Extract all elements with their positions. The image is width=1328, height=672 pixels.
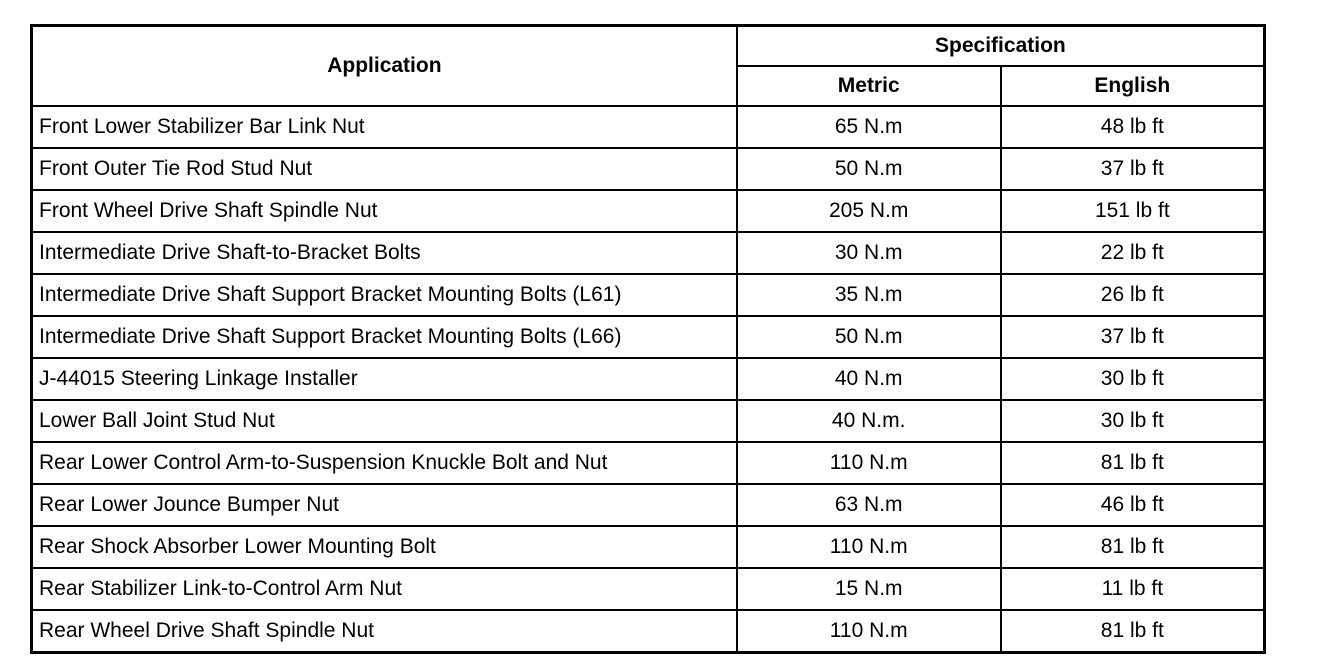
- application-cell: Rear Wheel Drive Shaft Spindle Nut: [32, 610, 737, 653]
- metric-cell: 50 N.m: [737, 148, 1001, 190]
- english-cell: 48 lb ft: [1001, 106, 1265, 148]
- english-cell: 22 lb ft: [1001, 232, 1265, 274]
- metric-cell: 35 N.m: [737, 274, 1001, 316]
- application-cell: Rear Lower Jounce Bumper Nut: [32, 484, 737, 526]
- english-cell: 81 lb ft: [1001, 526, 1265, 568]
- application-cell: Front Wheel Drive Shaft Spindle Nut: [32, 190, 737, 232]
- application-cell: J-44015 Steering Linkage Installer: [32, 358, 737, 400]
- english-cell: 37 lb ft: [1001, 148, 1265, 190]
- table-row: [32, 316, 1265, 358]
- header-row-top: [32, 26, 1265, 67]
- specification-column-header: Specification: [737, 26, 1265, 67]
- application-cell: Front Lower Stabilizer Bar Link Nut: [32, 106, 737, 148]
- metric-cell: 110 N.m: [737, 442, 1001, 484]
- table-row: [32, 568, 1265, 610]
- torque-specifications-table: [30, 24, 1266, 654]
- metric-cell: 205 N.m: [737, 190, 1001, 232]
- table-body: [32, 106, 1265, 653]
- application-cell: Rear Shock Absorber Lower Mounting Bolt: [32, 526, 737, 568]
- table-row: [32, 442, 1265, 484]
- metric-cell: 15 N.m: [737, 568, 1001, 610]
- metric-cell: 50 N.m: [737, 316, 1001, 358]
- application-cell: Intermediate Drive Shaft-to-Bracket Bolts: [32, 232, 737, 274]
- english-cell: 30 lb ft: [1001, 400, 1265, 442]
- table-row: [32, 526, 1265, 568]
- english-cell: 26 lb ft: [1001, 274, 1265, 316]
- english-cell: 46 lb ft: [1001, 484, 1265, 526]
- metric-cell: 40 N.m.: [737, 400, 1001, 442]
- metric-cell: 65 N.m: [737, 106, 1001, 148]
- english-cell: 30 lb ft: [1001, 358, 1265, 400]
- table-row: [32, 484, 1265, 526]
- table-row: [32, 358, 1265, 400]
- metric-cell: 110 N.m: [737, 610, 1001, 653]
- english-cell: 81 lb ft: [1001, 610, 1265, 653]
- application-column-header: Application: [32, 26, 737, 107]
- table-row: [32, 106, 1265, 148]
- metric-column-header: Metric: [737, 66, 1001, 106]
- table-row: [32, 148, 1265, 190]
- table-row: [32, 190, 1265, 232]
- application-cell: Rear Stabilizer Link-to-Control Arm Nut: [32, 568, 737, 610]
- english-cell: 11 lb ft: [1001, 568, 1265, 610]
- metric-cell: 63 N.m: [737, 484, 1001, 526]
- table-row: [32, 400, 1265, 442]
- table-header: [32, 26, 1265, 107]
- metric-cell: 110 N.m: [737, 526, 1001, 568]
- english-cell: 37 lb ft: [1001, 316, 1265, 358]
- application-cell: Intermediate Drive Shaft Support Bracket Mounting Bolts (L66): [32, 316, 737, 358]
- application-cell: Lower Ball Joint Stud Nut: [32, 400, 737, 442]
- english-cell: 81 lb ft: [1001, 442, 1265, 484]
- table-row: [32, 232, 1265, 274]
- application-cell: Front Outer Tie Rod Stud Nut: [32, 148, 737, 190]
- table-row: [32, 274, 1265, 316]
- application-cell: Rear Lower Control Arm-to-Suspension Knuckle Bolt and Nut: [32, 442, 737, 484]
- application-cell: Intermediate Drive Shaft Support Bracket Mounting Bolts (L61): [32, 274, 737, 316]
- english-column-header: English: [1001, 66, 1265, 106]
- table-row: [32, 610, 1265, 653]
- metric-cell: 40 N.m: [737, 358, 1001, 400]
- metric-cell: 30 N.m: [737, 232, 1001, 274]
- english-cell: 151 lb ft: [1001, 190, 1265, 232]
